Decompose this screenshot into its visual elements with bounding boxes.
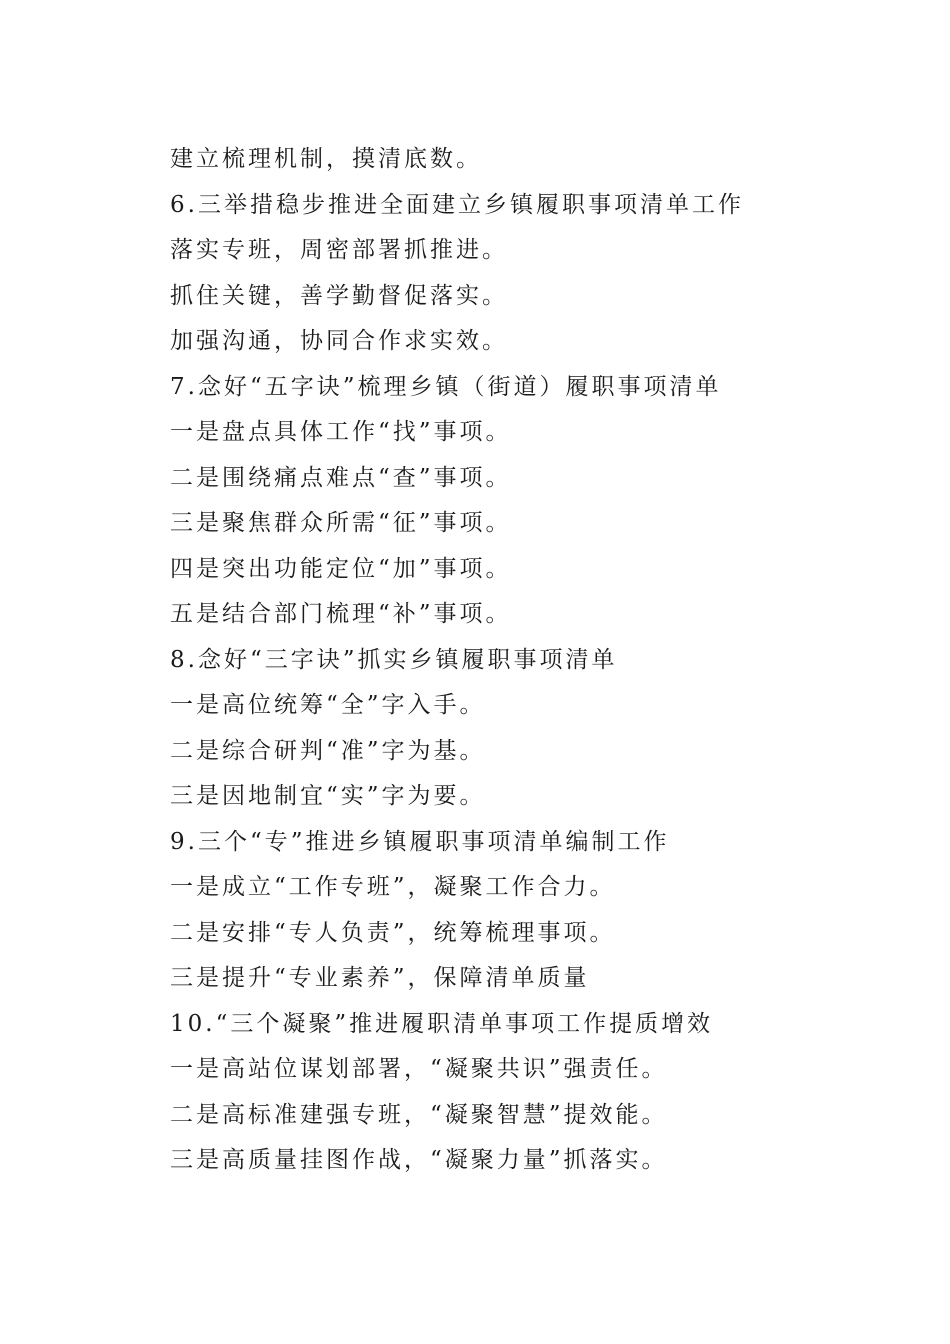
text-line: 二是围绕痛点难点“查”事项。 xyxy=(170,464,512,491)
section-heading: 10.“三个凝聚”推进履职清单事项工作提质增效 xyxy=(170,1010,714,1037)
text-line: 二是高标准建强专班，“凝聚智慧”提效能。 xyxy=(170,1101,668,1128)
text-line: 三是提升“专业素养”，保障清单质量 xyxy=(170,965,590,991)
text-line: 二是综合研判“准”字为基。 xyxy=(170,737,486,764)
document-body xyxy=(170,137,870,1184)
text-line: 四是突出功能定位“加”事项。 xyxy=(170,555,512,582)
text-line: 建立梳理机制，摸清底数。 xyxy=(170,146,482,172)
section-heading: 8.念好“三字诀”抓实乡镇履职事项清单 xyxy=(170,646,618,673)
text-line: 一是高位统筹“全”字入手。 xyxy=(170,692,486,718)
text-line: 二是安排“专人负责”，统筹梳理事项。 xyxy=(170,919,616,946)
section-heading: 7.念好“五字诀”梳理乡镇（街道）履职事项清单 xyxy=(170,373,722,400)
text-line: 三是因地制宜“实”字为要。 xyxy=(170,783,486,809)
text-line: 三是高质量挂图作战，“凝聚力量”抓落实。 xyxy=(170,1147,668,1173)
text-line: 一是高站位谋划部署，“凝聚共识”强责任。 xyxy=(170,1056,668,1082)
section-heading: 9.三个“专”推进乡镇履职事项清单编制工作 xyxy=(170,828,670,855)
section-heading: 6.三举措稳步推进全面建立乡镇履职事项清单工作 xyxy=(170,191,744,218)
text-line: 抓住关键，善学勤督促落实。 xyxy=(170,282,508,309)
text-line: 一是成立“工作专班”，凝聚工作合力。 xyxy=(170,874,616,900)
text-line: 五是结合部门梳理“补”事项。 xyxy=(170,601,512,627)
text-line: 一是盘点具体工作“找”事项。 xyxy=(170,419,512,445)
text-line: 落实专班，周密部署抓推进。 xyxy=(170,237,508,263)
text-line: 加强沟通，协同合作求实效。 xyxy=(170,328,508,354)
text-line: 三是聚焦群众所需“征”事项。 xyxy=(170,510,512,536)
